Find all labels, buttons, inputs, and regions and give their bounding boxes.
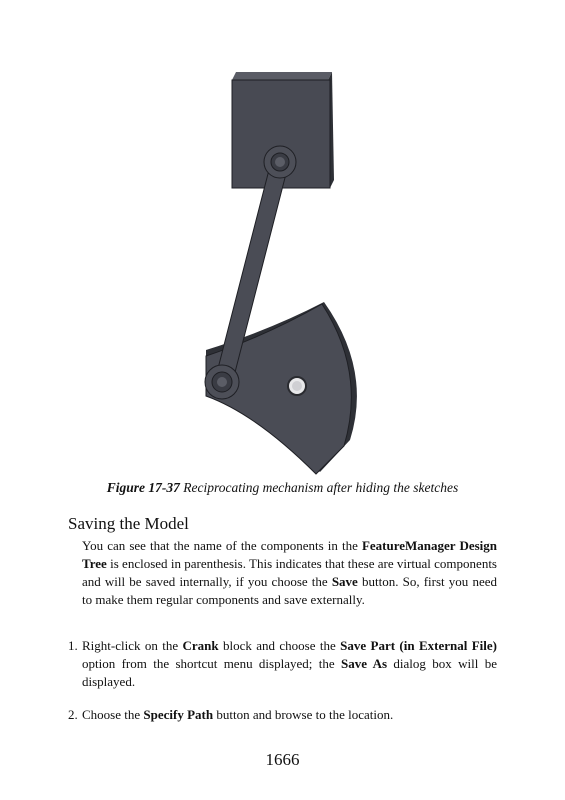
step-1-number: 1. (68, 638, 78, 653)
save-term: Save (331, 574, 358, 589)
figure-caption (0, 480, 565, 496)
step-1: 1. Right-click on the Crank block and choose the Save Part (in External File) option from the shortcut menu displayed; the Save As dialog box will be displayed. (68, 638, 497, 689)
intro-paragraph: You can see that the name of the components in the FeatureManager Design Tree is enclosed in parenthesis. This indicates that these are virtual components and will be saved internally, if you choose the Save button. So, first you need to make them regular components and save externally. (82, 538, 497, 607)
step-2: 2. Choose the Specify Path button and browse to the location. (68, 707, 394, 722)
section-heading: Saving the Model (68, 514, 189, 533)
featuremanager-term: FeatureManager Design Tree (82, 538, 497, 571)
figure-number: Figure 17-37 (106, 480, 180, 495)
figure-caption-text: Reciprocating mechanism after hiding the sketches (183, 480, 459, 495)
step-2-number: 2. (68, 707, 78, 722)
specify-path-term: Specify Path (143, 707, 214, 722)
page-number: 1666 (265, 750, 300, 769)
save-as-term: Save As (340, 656, 388, 671)
save-part-term: Save Part (in External File) (340, 638, 497, 653)
crank-term: Crank (182, 638, 219, 653)
